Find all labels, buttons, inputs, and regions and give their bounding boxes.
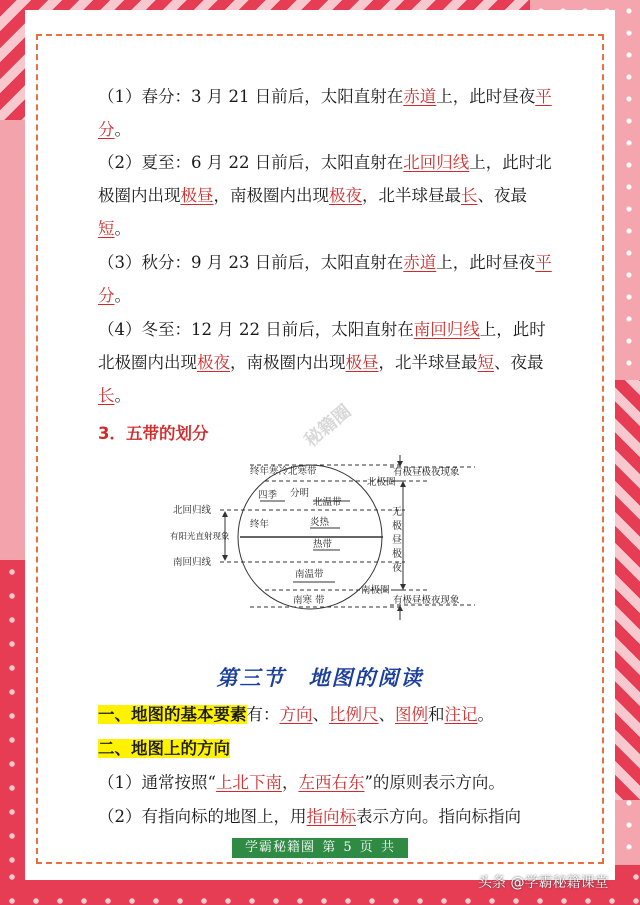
label-four-seasons: 四季	[258, 490, 278, 501]
page-footer	[232, 838, 408, 875]
map-elements-label: 一、地图的基本要素	[98, 705, 247, 724]
item-text: 表示方向。指向标指向	[356, 807, 521, 826]
footer-total-pages: 22	[300, 860, 319, 875]
answer: 比例尺	[329, 705, 379, 724]
label-no-polar-char: 昼	[392, 535, 402, 546]
answer: 图例	[395, 705, 428, 724]
item-text: 。	[477, 705, 494, 724]
item-text: ，北半球昼最	[362, 186, 461, 205]
direction-item-1	[98, 766, 558, 799]
answer: 短	[98, 219, 115, 238]
item-text: ，北半球昼最	[378, 353, 478, 372]
footer-text: 第	[322, 840, 337, 855]
term-name: 冬至：	[141, 320, 191, 339]
answer: 平分	[98, 253, 552, 305]
label-south-temperate: 南温带	[295, 569, 324, 580]
label-all-year: 终年	[250, 519, 270, 530]
label-north-frigid: 终年寒冷北寒带	[250, 466, 317, 477]
label-polar-top: 有极昼极夜现象	[393, 467, 460, 478]
item-number: （2）	[98, 153, 142, 172]
item-spring-equinox	[98, 80, 558, 146]
answer: 南回归线	[413, 320, 480, 339]
watermark-stamp: 秘籍圈	[300, 400, 356, 452]
answer: 北回归线	[403, 153, 470, 172]
answer: 上北下南	[215, 773, 282, 792]
separator: 和	[428, 705, 445, 724]
item-text: 有：	[246, 705, 280, 724]
section-title: 第三节 地图的阅读	[216, 665, 424, 690]
separator: 、	[378, 705, 395, 724]
label-north-temperate: 北温带	[313, 497, 342, 508]
item-text: 。	[114, 386, 131, 405]
answer: 平分	[98, 87, 552, 139]
item-text: 。	[114, 219, 131, 238]
answer: 左西右东	[298, 773, 365, 792]
answer: 短	[477, 353, 494, 372]
item-text: ，南极圈内出现	[213, 186, 329, 205]
answer: 极夜	[329, 186, 362, 205]
item-winter-solstice	[98, 313, 558, 412]
item-number: （1）	[98, 773, 142, 792]
item-number: （1）	[98, 87, 142, 106]
footer-text: 页	[325, 860, 340, 875]
label-torrid: 热带	[313, 539, 333, 550]
term-name: 春分：	[141, 87, 191, 106]
answer: 极夜	[197, 353, 230, 372]
item-text: 上，此时北极圈内出现	[98, 320, 546, 372]
item-text: 有指向标的地图上，用	[141, 807, 307, 826]
item-text: 9 月 23 日前后，太阳直射在	[191, 253, 404, 272]
answer: 赤道	[403, 87, 437, 106]
label-no-polar	[392, 506, 402, 574]
label-direct-sun: 有阳光直射现象	[170, 532, 230, 542]
footer-page-number: 5	[343, 840, 353, 855]
item-text: 6 月 22 日前后，太阳直射在	[191, 153, 404, 172]
label-antarctic-circle: 南极圈	[361, 585, 390, 596]
footer-text: 共	[380, 840, 395, 855]
map-elements-line	[98, 698, 558, 731]
label-tropic-cancer: 北回归线	[173, 505, 212, 516]
item-text: 3 月 21 日前后，太阳直射在	[191, 87, 404, 106]
item-text: 、夜最	[494, 353, 544, 372]
answer: 长	[98, 386, 115, 405]
separator: ，	[281, 773, 299, 792]
item-text: 上，此时昼夜	[436, 253, 536, 272]
item-text: 。	[114, 286, 131, 305]
item-text: ，南极圈内出现	[230, 353, 346, 372]
label-arctic-circle: 北极圈	[367, 477, 396, 488]
term-name: 秋分：	[141, 253, 191, 272]
answer: 赤道	[403, 253, 437, 272]
separator: 、	[312, 705, 329, 724]
answer: 注记	[444, 705, 478, 724]
map-direction-heading	[98, 732, 558, 765]
direction-item-2	[98, 800, 558, 833]
item-autumn-equinox	[98, 246, 558, 312]
label-no-polar-char: 无	[392, 507, 402, 518]
label-no-polar-char: 极	[392, 549, 402, 560]
item-text: ”的原则表示方向。	[364, 773, 505, 792]
label-distinct: 分明	[290, 488, 310, 499]
label-hot: 炎热	[310, 517, 330, 528]
item-text: 上，此时北极圈内出现	[98, 153, 552, 205]
label-polar-bottom: 有极昼极夜现象	[393, 595, 460, 606]
label-tropic-capricorn: 南回归线	[173, 557, 212, 568]
footer-brand: 学霸秘籍圈	[245, 840, 316, 855]
footer-text: 页	[359, 840, 374, 855]
bottom-watermark: 头条 @学霸秘籍课堂	[478, 875, 609, 891]
answer: 方向	[279, 705, 313, 724]
item-text: 上，此时昼夜	[436, 87, 536, 106]
label-south-frigid: 南寒 带	[293, 595, 325, 606]
item-number: （4）	[98, 320, 142, 339]
item-text: 、夜最	[477, 186, 527, 205]
answer: 极昼	[345, 353, 379, 372]
five-zones-diagram	[165, 455, 505, 620]
label-no-polar-char: 极	[392, 521, 402, 532]
map-direction-label: 二、地图上的方向	[98, 739, 230, 758]
item-text: 通常按照“	[141, 773, 216, 792]
label-no-polar-char: 夜	[392, 563, 402, 574]
item-number: （3）	[98, 253, 142, 272]
item-summer-solstice	[98, 146, 558, 245]
item-number: （2）	[98, 807, 142, 826]
heading-five-zones: 3．五带的划分	[98, 424, 209, 443]
answer: 长	[461, 186, 478, 205]
answer: 极昼	[180, 186, 214, 205]
item-text: 。	[114, 120, 131, 139]
answer: 指向标	[306, 807, 356, 826]
term-name: 夏至：	[141, 153, 191, 172]
item-text: 12 月 22 日前后，太阳直射在	[191, 320, 414, 339]
